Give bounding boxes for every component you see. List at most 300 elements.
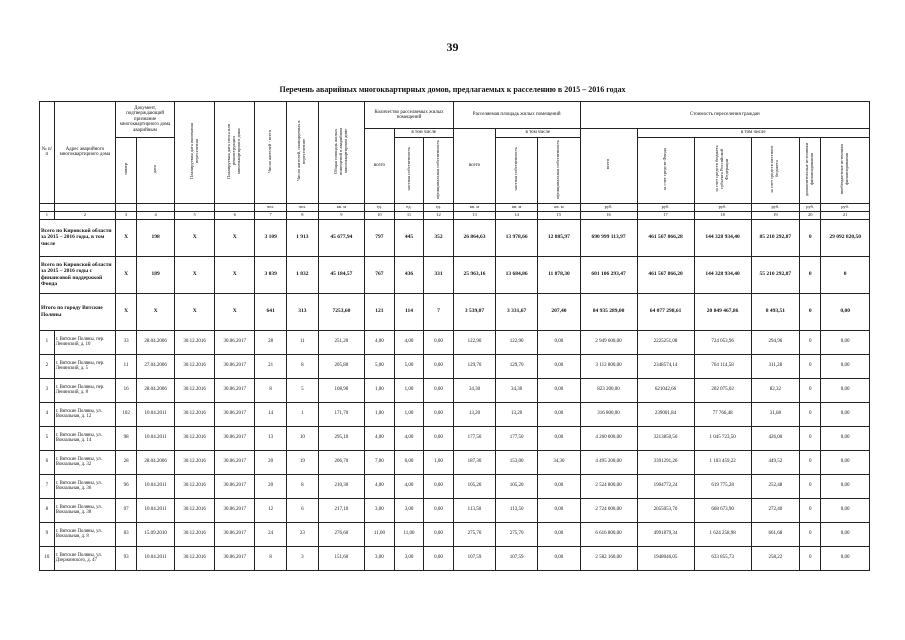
table-cell: 28.04.2006 (137, 330, 175, 354)
header-residents-total: Число жителей - всего (255, 102, 287, 204)
table-cell: X (215, 219, 255, 256)
table-cell: 151,60 (318, 546, 364, 570)
table-cell: 0,00 (538, 402, 580, 426)
table-cell: 23 (287, 522, 319, 546)
table-cell: X (175, 256, 215, 293)
table-cell: 0 (821, 256, 870, 293)
table-cell: 29 092 820,50 (821, 219, 870, 256)
table-cell: 3 112 800,00 (580, 354, 637, 378)
header-rooms-count: Количество расселяемых жилых помещений (365, 102, 454, 129)
column-number-cell: 1 (40, 211, 55, 219)
table-cell: 0,00 (538, 474, 580, 498)
table-cell: 30.06.2017 (215, 522, 255, 546)
table-cell: 202 075,02 (694, 378, 751, 402)
header-planned-removal: Планируемая дата сноса или реконструкции многоквартирного дома (215, 102, 255, 204)
page-title: Перечень аварийных многоквартирных домов, предлагаемых к расселению в 2015 – 2016 годах (279, 85, 626, 94)
table-cell: 210,30 (318, 474, 364, 498)
table-cell: 5,00 (394, 354, 424, 378)
table-cell: 129,70 (453, 354, 495, 378)
table-cell: X (215, 256, 255, 293)
row-address: г. Вятские Поляны, ул. Вокзальная, д. 36 (54, 474, 115, 498)
table-cell: 4,00 (365, 426, 395, 450)
column-numbers-row (40, 211, 870, 219)
table-cell: 0,00 (424, 330, 454, 354)
table-cell: 122,90 (496, 330, 538, 354)
table-cell: 2225251,08 (637, 330, 694, 354)
column-number-cell: 2 (54, 211, 115, 219)
unit-cell: руб. (637, 203, 694, 211)
column-number-cell: 19 (751, 211, 800, 219)
table-cell: 105,20 (496, 474, 538, 498)
table-cell: 20 849 467,86 (694, 293, 751, 330)
table-cell: 1,00 (424, 450, 454, 474)
table-cell: 0,00 (538, 498, 580, 522)
table-cell: 619 775,28 (694, 474, 751, 498)
total-row (40, 219, 870, 256)
table-cell: 294,96 (751, 330, 800, 354)
table-cell: 445 (394, 219, 424, 256)
table-cell: 0,00 (821, 522, 870, 546)
table-cell: 1904772,24 (637, 474, 694, 498)
table-cell: 1,00 (394, 378, 424, 402)
table-cell: 4,00 (365, 474, 395, 498)
table-cell: 4 495 200,00 (580, 450, 637, 474)
table-cell: 3 (287, 546, 319, 570)
row-address: г. Вятские Поляны, пер. Ленинский, д. 10 (54, 330, 115, 354)
column-number-cell: 3 (116, 211, 137, 219)
unit-cell (215, 203, 255, 211)
table-cell: 3,00 (365, 498, 395, 522)
housing-table (39, 101, 870, 571)
table-cell: 98 (116, 426, 137, 450)
column-number-cell: 14 (496, 211, 538, 219)
column-number-cell: 5 (175, 211, 215, 219)
table-cell: 8 (287, 354, 319, 378)
table-cell: 187,30 (453, 450, 495, 474)
column-number-cell: 11 (394, 211, 424, 219)
table-cell: 690 999 113,97 (580, 219, 637, 256)
table-cell: 0 (800, 426, 821, 450)
column-number-cell: 6 (215, 211, 255, 219)
table-cell: 7 (424, 293, 454, 330)
table-cell: 20 (255, 450, 287, 474)
table-cell: 3391291,26 (637, 450, 694, 474)
table-cell: 13,20 (453, 402, 495, 426)
table-cell: 217,10 (318, 498, 364, 522)
row-number: 10 (40, 546, 55, 570)
table-cell: 797 (365, 219, 395, 256)
header-document: Документ, подтверждающий признание многоквартирного дома аварийным (116, 102, 175, 138)
table-cell: 15.09.2010 (137, 522, 175, 546)
table-cell: X (215, 293, 255, 330)
table-cell: 4,00 (365, 330, 395, 354)
table-cell: 107,59 (453, 546, 495, 570)
table-cell: 3 109 (255, 219, 287, 256)
table-cell: 313 (287, 293, 319, 330)
unit-cell: чел. (255, 203, 287, 211)
table-cell: 13 978,66 (496, 219, 538, 256)
table-cell: 198 (137, 219, 175, 256)
table-cell: 0,00 (821, 474, 870, 498)
table-cell: 0 (800, 219, 821, 256)
table-cell: 2055053,70 (637, 498, 694, 522)
table-cell: 153,00 (496, 450, 538, 474)
table-cell: 8 (287, 474, 319, 498)
unit-cell: руб. (580, 203, 637, 211)
table-cell: 0,00 (424, 378, 454, 402)
table-cell: 0 (800, 474, 821, 498)
table-cell: 6,00 (394, 450, 424, 474)
table-cell: X (116, 256, 137, 293)
unit-cell: кв. м (496, 203, 538, 211)
unit-cell: руб. (800, 203, 821, 211)
table-cell: 2 724 000,00 (580, 498, 637, 522)
table-cell: 316 800,00 (580, 402, 637, 426)
table-cell: X (137, 293, 175, 330)
table-cell: 113,50 (496, 498, 538, 522)
table-cell: 28.04.2006 (137, 450, 175, 474)
table-cell: 0 (800, 330, 821, 354)
row-number: 6 (40, 450, 55, 474)
table-cell: 16 (116, 378, 137, 402)
table-cell: 0,00 (821, 450, 870, 474)
total-row-name: Итого по городу Вятские Поляны (40, 293, 116, 330)
table-cell: 661,68 (751, 522, 800, 546)
table-cell: 1 103 459,22 (694, 450, 751, 474)
header-area-incl: в том числе (496, 129, 580, 138)
table-cell: 107,59 (496, 546, 538, 570)
table-cell: 633 855,73 (694, 546, 751, 570)
column-number-cell: 12 (424, 211, 454, 219)
table-cell: 1 (287, 402, 319, 426)
header-cost: Стоимость переселения граждан (580, 102, 869, 129)
table-cell: 0,00 (424, 474, 454, 498)
table-cell: 295,10 (318, 426, 364, 450)
table-cell: 26 864,63 (453, 219, 495, 256)
table-cell: X (175, 219, 215, 256)
table-cell: 0,00 (424, 546, 454, 570)
table-cell: 5,00 (365, 354, 395, 378)
header-cost-additional: внебюджетные источники финансирования (821, 138, 870, 204)
table-cell: 0,00 (538, 354, 580, 378)
unit-cell: руб. (751, 203, 800, 211)
table-cell: 11 (116, 354, 137, 378)
table-cell: 0 (800, 378, 821, 402)
table-row (40, 330, 870, 354)
table-cell: 34,30 (538, 450, 580, 474)
table-cell: 34,30 (496, 378, 538, 402)
table-cell: 0,00 (538, 522, 580, 546)
unit-cell (137, 203, 175, 211)
row-address: г. Вятские Поляны, ул. Вокзальная, д. 14 (54, 426, 115, 450)
header-rooms-incl: в том числе (394, 129, 453, 138)
table-cell: 206,70 (318, 450, 364, 474)
table-cell: 11 878,30 (538, 256, 580, 293)
column-number-cell: 7 (255, 211, 287, 219)
table-cell: 105,20 (453, 474, 495, 498)
table-cell: 122,90 (453, 330, 495, 354)
table-cell: 2 949 600,00 (580, 330, 637, 354)
table-cell: 12 885,97 (538, 219, 580, 256)
table-body (40, 219, 870, 570)
row-number: 9 (40, 522, 55, 546)
table-cell: 331 (424, 256, 454, 293)
table-cell: 0 (800, 498, 821, 522)
column-number-cell: 4 (137, 211, 175, 219)
table-cell: 30.12.2016 (175, 330, 215, 354)
table-cell: 205,80 (318, 354, 364, 378)
table-cell: 8 (255, 546, 287, 570)
column-number-cell: 16 (580, 211, 637, 219)
header-doc-date: дата (137, 138, 175, 204)
table-cell: 177,50 (453, 426, 495, 450)
table-cell: 30.12.2016 (175, 354, 215, 378)
column-number-cell: 20 (800, 211, 821, 219)
table-cell: 34,30 (453, 378, 495, 402)
header-rooms-private: частная собственность (394, 138, 424, 204)
table-cell: 144 328 934,40 (694, 256, 751, 293)
table-cell: 0,00 (538, 426, 580, 450)
table-cell: 144 328 934,40 (694, 219, 751, 256)
table-cell: 30.06.2017 (215, 402, 255, 426)
table-cell: 30.06.2017 (215, 498, 255, 522)
table-cell: 30.06.2017 (215, 354, 255, 378)
table-cell: 1,00 (365, 402, 395, 426)
table-cell: 3 039 (255, 256, 287, 293)
table-cell: 767 (365, 256, 395, 293)
table-cell: 251,20 (318, 330, 364, 354)
table-cell: 31,68 (751, 402, 800, 426)
table-cell: 276,60 (318, 522, 364, 546)
table-cell: 311,28 (751, 354, 800, 378)
table-cell: 252,48 (751, 474, 800, 498)
table-row (40, 354, 870, 378)
table-cell: 8 493,51 (751, 293, 800, 330)
table-cell: 1,00 (394, 402, 424, 426)
total-row-name: Всего по Кировской области за 2015 – 2016 годы с финансовой поддержкой Фонда (40, 256, 116, 293)
table-cell: 189 (137, 256, 175, 293)
table-cell: 30.06.2017 (215, 330, 255, 354)
table-row (40, 450, 870, 474)
table-cell: 601 106 293,47 (580, 256, 637, 293)
table-cell: 0,00 (821, 293, 870, 330)
table-cell: 0,00 (821, 330, 870, 354)
row-number: 7 (40, 474, 55, 498)
table-cell: 0,00 (538, 378, 580, 402)
table-cell: 0 (800, 522, 821, 546)
table-cell: 129,70 (496, 354, 538, 378)
table-cell: 0,00 (821, 498, 870, 522)
header-area-total: Общая площадь жилых помещений в аварийном многоквартирном доме (318, 102, 364, 204)
table-cell: 30.06.2017 (215, 450, 255, 474)
row-address: г. Вятские Поляны, пер. Ленинский, д. 8 (54, 378, 115, 402)
header-doc-number: номер (116, 138, 137, 204)
table-cell: 45 677,94 (318, 219, 364, 256)
row-number: 3 (40, 378, 55, 402)
unit-cell (175, 203, 215, 211)
table-cell: 93 (116, 546, 137, 570)
column-number-cell: 10 (365, 211, 395, 219)
header-cost-extra: дополнительные источники финансирования (800, 138, 821, 204)
table-cell: 102 (116, 402, 137, 426)
column-number-cell: 18 (694, 211, 751, 219)
table-cell: 10.04.2011 (137, 498, 175, 522)
table-cell: 258,22 (751, 546, 800, 570)
table-cell: 764 114,58 (694, 354, 751, 378)
header-num: № п/п (40, 102, 55, 204)
row-address: г. Вятские Поляны, ул. Вокзальная, д. 12 (54, 402, 115, 426)
table-cell: X (116, 219, 137, 256)
table-cell: 30.12.2016 (175, 546, 215, 570)
table-cell: 30.06.2017 (215, 474, 255, 498)
table-cell: 4 260 000,00 (580, 426, 637, 450)
table-cell: 11,00 (365, 522, 395, 546)
table-cell: 0,00 (424, 426, 454, 450)
table-cell: 0,00 (424, 354, 454, 378)
table-cell: 3213850,50 (637, 426, 694, 450)
table-cell: 28 (116, 450, 137, 474)
table-cell: 0,00 (424, 402, 454, 426)
header-planned-resettlement: Планируемая дата окончания переселения (175, 102, 215, 204)
table-cell: 1,00 (365, 378, 395, 402)
table-cell: 30.06.2017 (215, 546, 255, 570)
table-cell: 64 077 298,61 (637, 293, 694, 330)
table-cell: 2 524 800,00 (580, 474, 637, 498)
table-cell: 0,00 (821, 546, 870, 570)
column-number-cell: 8 (287, 211, 319, 219)
unit-cell: ед. (394, 203, 424, 211)
table-cell: 272,40 (751, 498, 800, 522)
table-cell: 352 (424, 219, 454, 256)
table-cell: 0 (800, 402, 821, 426)
table-row (40, 402, 870, 426)
unit-cell (40, 203, 55, 211)
table-cell: 0,00 (821, 426, 870, 450)
total-row-name: Всего по Кировской области за 2015 – 2016 годы, в том числе (40, 219, 116, 256)
unit-cell: руб. (694, 203, 751, 211)
row-number: 2 (40, 354, 55, 378)
unit-cell: кв. м (538, 203, 580, 211)
table-cell: 275,70 (496, 522, 538, 546)
table-row (40, 546, 870, 570)
table-cell: 3,00 (365, 546, 395, 570)
table-cell: 426,00 (751, 426, 800, 450)
table-cell: 0 (800, 546, 821, 570)
table-cell: 10.04.2011 (137, 474, 175, 498)
column-number-cell: 21 (821, 211, 870, 219)
table-cell: 11,00 (394, 522, 424, 546)
header-cost-total: всего (580, 129, 637, 204)
table-cell: 10.04.2011 (137, 546, 175, 570)
table-cell: 10 (287, 426, 319, 450)
row-number: 4 (40, 402, 55, 426)
table-row (40, 378, 870, 402)
column-number-cell: 9 (318, 211, 364, 219)
table-cell: 77 766,48 (694, 402, 751, 426)
header-area-sub-total: всего (453, 129, 495, 204)
table-cell: 0 (800, 256, 821, 293)
table-cell: 3,00 (394, 546, 424, 570)
table-cell: 3 331,67 (496, 293, 538, 330)
table-cell: 28 (255, 330, 287, 354)
table-cell: 30.12.2016 (175, 450, 215, 474)
header-cost-fund: за счет средств Фонда (637, 138, 694, 204)
table-cell: 55 210 292,87 (751, 256, 800, 293)
table-cell: 171,70 (318, 402, 364, 426)
table-cell: 30.06.2017 (215, 378, 255, 402)
table-cell: 0,00 (538, 546, 580, 570)
table-cell: 27.04.2006 (137, 354, 175, 378)
table-cell: 0,00 (821, 402, 870, 426)
table-cell: 7253,60 (318, 293, 364, 330)
table-cell: 30.12.2016 (175, 522, 215, 546)
table-cell: 668 673,90 (694, 498, 751, 522)
row-number: 1 (40, 330, 55, 354)
table-cell: 6 616 800,00 (580, 522, 637, 546)
table-cell: 6 (287, 498, 319, 522)
table-cell: 1 045 723,50 (694, 426, 751, 450)
table-cell: 45 184,57 (318, 256, 364, 293)
unit-cell: чел. (287, 203, 319, 211)
table-cell: 0,00 (821, 354, 870, 378)
header-area-private: частная собственность (496, 138, 538, 204)
table-cell: 239001,84 (637, 402, 694, 426)
table-row (40, 474, 870, 498)
table-cell: 449,52 (751, 450, 800, 474)
table-cell: 14 (255, 402, 287, 426)
table-cell: 177,50 (496, 426, 538, 450)
table-cell: 30.12.2016 (175, 474, 215, 498)
row-address: г. Вятские Поляны, ул. Вокзальная, д. 38 (54, 498, 115, 522)
table-cell: X (175, 293, 215, 330)
table-cell: 0,00 (424, 498, 454, 522)
table-cell: 0,00 (538, 330, 580, 354)
table-cell: 84 935 289,00 (580, 293, 637, 330)
table-cell: 0,00 (424, 522, 454, 546)
header-area-municipal: муниципальная собственность (538, 138, 580, 204)
table-cell: 3 539,07 (453, 293, 495, 330)
table-cell: 2 582 160,00 (580, 546, 637, 570)
table-cell: 1 832 (287, 256, 319, 293)
column-number-cell: 15 (538, 211, 580, 219)
header-cost-regional: за счет средств бюджета субъекта Российской Федерации (694, 138, 751, 204)
table-cell: 4,00 (394, 330, 424, 354)
table-cell: 20 (255, 474, 287, 498)
table-cell: 436 (394, 256, 424, 293)
row-number: 5 (40, 426, 55, 450)
unit-cell (116, 203, 137, 211)
table-cell: 3,00 (394, 498, 424, 522)
table-cell: 19 (287, 450, 319, 474)
table-cell: 275,70 (453, 522, 495, 546)
table-cell: 7,00 (365, 450, 395, 474)
table-cell: 83 (116, 522, 137, 546)
table-cell: 461 567 066,28 (637, 219, 694, 256)
table-cell: 11 (287, 330, 319, 354)
table-cell: 461 567 866,20 (637, 256, 694, 293)
unit-cell: руб. (821, 203, 870, 211)
row-address: г. Вятские Поляны, ул. Дзержинского, д. 47 (54, 546, 115, 570)
table-cell: 4991879,34 (637, 522, 694, 546)
table-cell: 114 (394, 293, 424, 330)
table-cell: 4,00 (394, 426, 424, 450)
table-cell: 1948046,05 (637, 546, 694, 570)
table-cell: 641 (255, 293, 287, 330)
table-row (40, 498, 870, 522)
table-cell: 0 (800, 293, 821, 330)
table-cell: 82,32 (751, 378, 800, 402)
header-rooms-total: всего (365, 129, 395, 204)
